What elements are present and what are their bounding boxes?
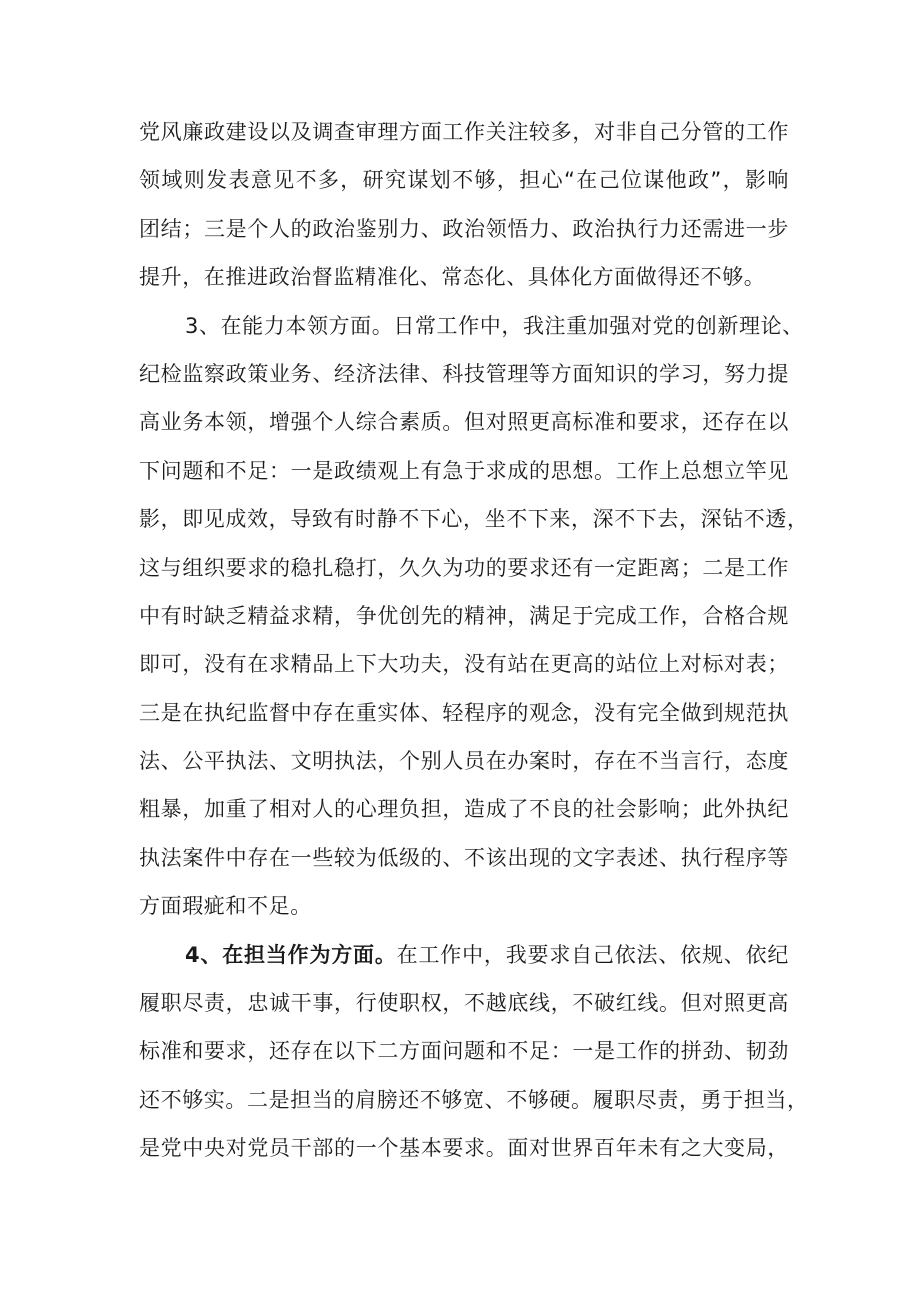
text-line: 高业务本领，增强个人综合素质。但对照更高标准和要求，还存在以 — [139, 410, 789, 435]
paragraph-1 — [139, 108, 789, 302]
text-line: 粗暴，加重了相对人的心理负担，造成了不良的社会影响；此外执纪 — [139, 797, 789, 822]
text-line: 中有时缺乏精益求精，争优创先的精神，满足于完成工作，合格合规 — [139, 603, 789, 628]
text-line: 即可，没有在求精品上下大功夫，没有站在更高的站位上对标对表； — [139, 652, 789, 677]
text-line: 提升，在推进政治督监精准化、常态化、具体化方面做得还不够。 — [139, 265, 766, 290]
text-line: 还不够实。二是担当的肩膀还不够宽、不够硬。履职尽责，勇于担当， — [139, 1087, 809, 1112]
text-line: 三是在执纪监督中存在重实体、轻程序的观念，没有完全做到规范执 — [139, 700, 789, 725]
text-line: 是党中央对党员干部的一个基本要求。面对世界百年未有之大变局， — [139, 1136, 789, 1161]
text-line: 纪检监察政策业务、经济法律、科技管理等方面知识的学习，努力提 — [139, 361, 789, 386]
paragraph-3 — [139, 931, 809, 1173]
text-line: 这与组织要求的稳扎稳打，久久为功的要求还有一定距离；二是工作 — [139, 555, 789, 580]
text-line: 影，即见成效，导致有时静不下心，坐不下来，深不下去，深钻不透， — [139, 507, 809, 532]
text-line: 团结；三是个人的政治鉴别力、政治领悟力、政治执行力还需进一步 — [139, 216, 789, 241]
text-line: 下问题和不足：一是政绩观上有急于求成的思想。工作上总想立竿见 — [139, 458, 789, 483]
text-run: 在工作中，我要求自己依法、依规、依纪 — [396, 942, 789, 967]
text-line — [139, 931, 789, 979]
document-body — [139, 108, 809, 1173]
text-line: 方面瑕疵和不足。 — [139, 894, 312, 919]
text-line: 法、公平执法、文明执法，个别人员在办案时，存在不当言行，态度 — [139, 749, 789, 774]
text-line: 党风廉政建设以及调查审理方面工作关注较多，对非自己分管的工作 — [139, 120, 789, 144]
section-heading: 4、在担当作为方面。 — [185, 942, 397, 967]
text-line: 履职尽责，忠诚干事，行使职权，不越底线，不破红线。但对照更高 — [139, 991, 789, 1016]
text-line: 执法案件中存在一些较为低级的、不该出现的文字表述、执行程序等 — [139, 845, 789, 870]
text-line: 3、在能力本领方面。日常工作中，我注重加强对党的创新理论、 — [185, 313, 804, 338]
text-line: 标准和要求，还存在以下二方面问题和不足：一是工作的拼劲、韧劲 — [139, 1039, 789, 1064]
text-line: 领域则发表意见不多，研究谋划不够，担心“在己位谋他政”，影响 — [139, 168, 789, 193]
paragraph-2 — [139, 302, 809, 931]
